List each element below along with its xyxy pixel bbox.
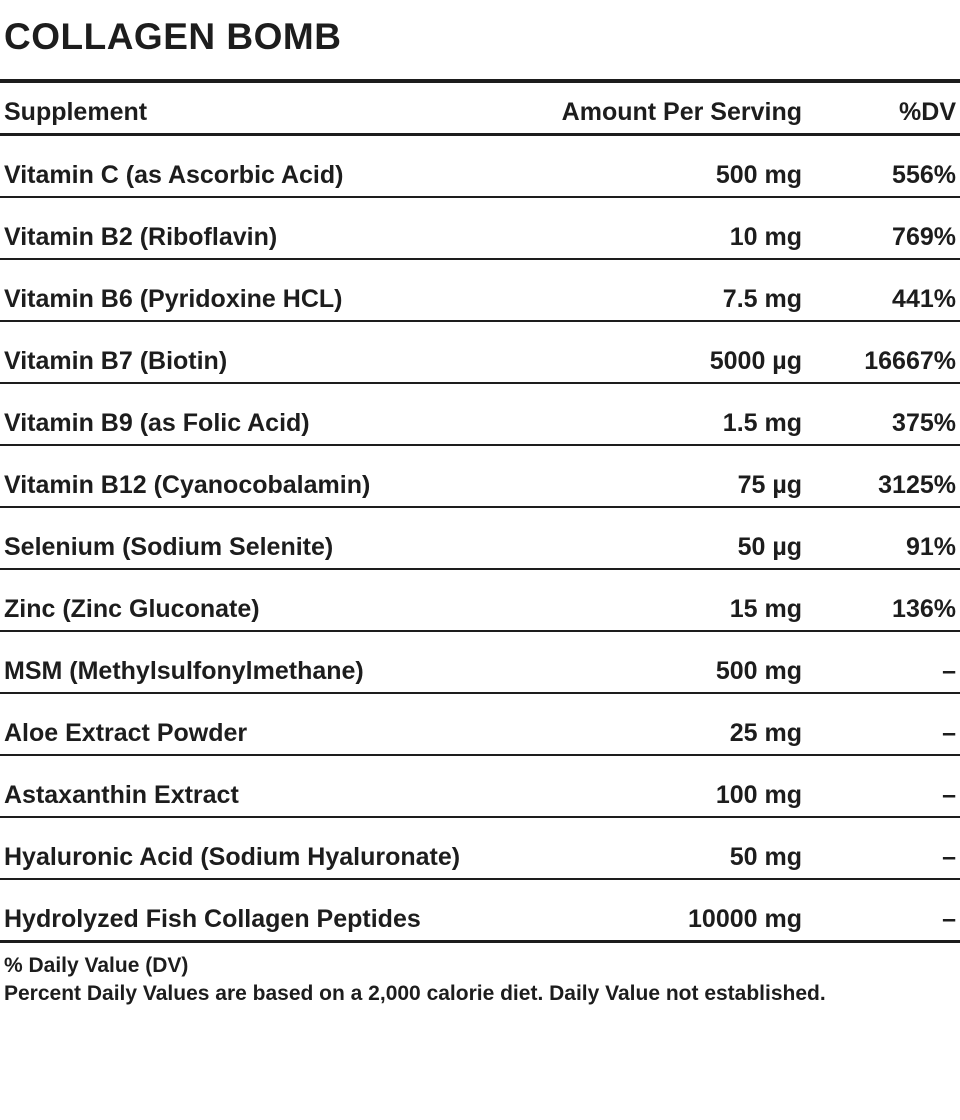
table-row: [0, 570, 960, 630]
row-amount: 15 mg: [729, 594, 802, 623]
facts-table: [0, 87, 960, 943]
table-row: [0, 632, 960, 692]
row-amount: 75 µg: [737, 470, 802, 499]
row-dv: 136%: [892, 594, 956, 623]
row-dv: 3125%: [878, 470, 956, 499]
row-amount: 1.5 mg: [722, 408, 802, 437]
row-name: Vitamin B7 (Biotin): [4, 346, 228, 375]
page-title: COLLAGEN BOMB: [4, 16, 342, 57]
row-dv: 556%: [892, 160, 956, 189]
column-header-dv: %DV: [899, 97, 956, 126]
column-header-amount: Amount Per Serving: [561, 97, 802, 126]
row-name: Vitamin B6 (Pyridoxine HCL): [4, 284, 343, 313]
row-dv: 91%: [905, 532, 956, 561]
row-amount: 10 mg: [729, 222, 802, 251]
footnote-daily-value: % Daily Value (DV): [4, 953, 189, 977]
row-dv: 441%: [892, 284, 956, 313]
row-dv: –: [942, 904, 956, 933]
row-name: Hydrolyzed Fish Collagen Peptides: [4, 904, 421, 933]
row-amount: 50 mg: [729, 842, 802, 871]
row-amount: 500 mg: [715, 656, 802, 685]
row-dv: –: [942, 780, 956, 809]
table-row: [0, 198, 960, 258]
row-name: Vitamin C (as Ascorbic Acid): [4, 160, 344, 189]
row-dv: 375%: [892, 408, 956, 437]
row-amount: 500 mg: [715, 160, 802, 189]
row-name: Aloe Extract Powder: [4, 718, 248, 747]
table-row: [0, 446, 960, 506]
row-name: MSM (Methylsulfonylmethane): [4, 656, 364, 685]
row-dv: –: [942, 718, 956, 747]
row-dv: 16667%: [864, 346, 956, 375]
row-name: Astaxanthin Extract: [4, 780, 239, 809]
row-name: Vitamin B12 (Cyanocobalamin): [4, 470, 371, 499]
row-dv: 769%: [892, 222, 956, 251]
table-row: [0, 756, 960, 816]
row-amount: 50 µg: [737, 532, 802, 561]
table-row: [0, 384, 960, 444]
row-amount: 25 mg: [729, 718, 802, 747]
table-row: [0, 322, 960, 382]
table-row: [0, 818, 960, 878]
footnote-disclaimer: Percent Daily Values are based on a 2,000 calorie diet. Daily Value not established.: [4, 982, 826, 1006]
column-header-supplement: Supplement: [4, 97, 148, 126]
row-dv: –: [942, 842, 956, 871]
row-amount: 7.5 mg: [722, 284, 802, 313]
table-row: [0, 508, 960, 568]
row-name: Zinc (Zinc Gluconate): [4, 594, 260, 623]
footnotes: [0, 943, 960, 1008]
table-row: [0, 136, 960, 196]
row-name: Vitamin B2 (Riboflavin): [4, 222, 278, 251]
table-header-row: [0, 87, 960, 133]
row-dv: –: [942, 656, 956, 685]
table-row: [0, 260, 960, 320]
row-amount: 10000 mg: [688, 904, 802, 933]
row-amount: 100 mg: [715, 780, 802, 809]
table-row: [0, 880, 960, 940]
row-name: Hyaluronic Acid (Sodium Hyaluronate): [4, 842, 461, 871]
table-row: [0, 694, 960, 754]
row-amount: 5000 µg: [709, 346, 802, 375]
row-name: Vitamin B9 (as Folic Acid): [4, 408, 310, 437]
row-name: Selenium (Sodium Selenite): [4, 532, 334, 561]
